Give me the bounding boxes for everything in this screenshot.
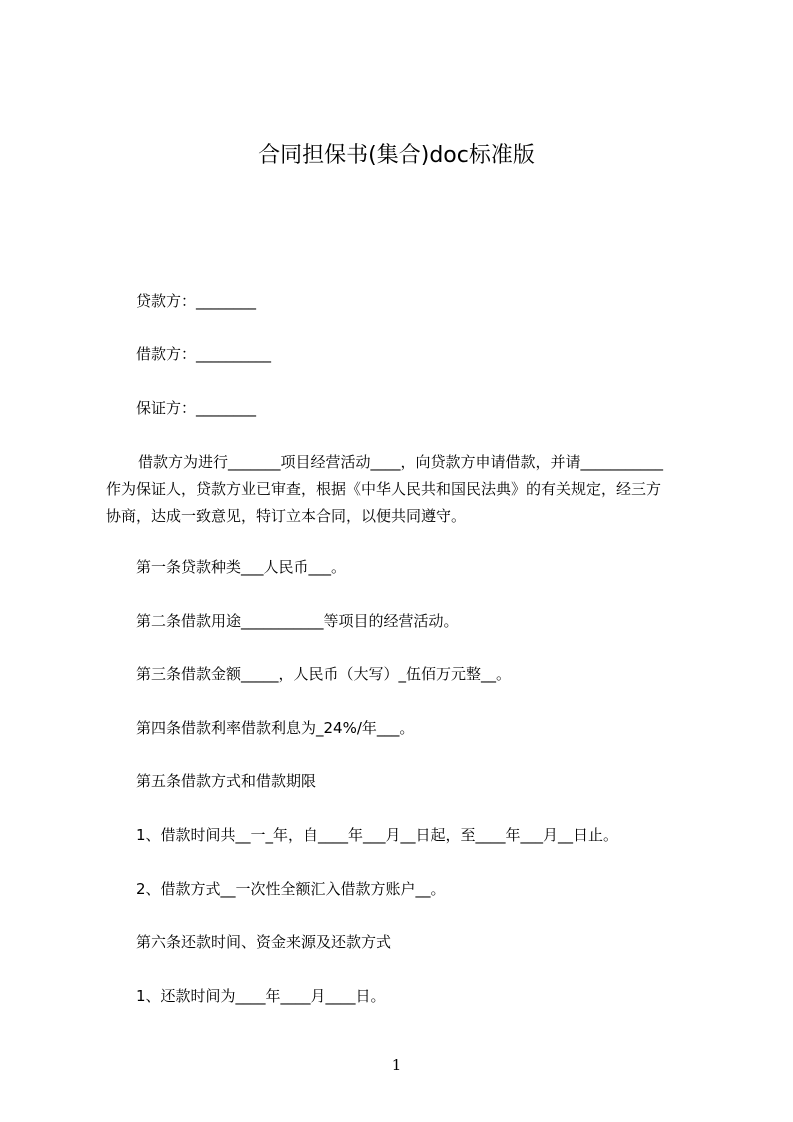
borrower-line: 借款方：__________	[136, 345, 272, 363]
article-3: 第三条借款金额_____，人民币（大写）_伍佰万元整__。	[136, 665, 512, 683]
intro-paragraph-line-2: 作为保证人，贷款方业已审查，根据《中华人民共和国民法典》的有关规定，经三方	[106, 480, 662, 498]
page-number: 1	[391, 1056, 402, 1074]
article-2: 第二条借款用途___________等项目的经营活动。	[136, 612, 459, 630]
lender-line: 贷款方：________	[136, 292, 257, 310]
intro-paragraph-line-3: 协商，达成一致意见，特订立本合同，以便共同遵守。	[106, 507, 467, 525]
intro-paragraph-line-1: 借款方为进行_______项目经营活动____，向贷款方申请借款，并请___________	[138, 453, 664, 471]
article-5: 第五条借款方式和借款期限	[136, 772, 317, 790]
article-5-item-2: 2、借款方式__一次性全额汇入借款方账户__。	[136, 880, 446, 898]
article-4: 第四条借款利率借款利息为_24%/年___。	[136, 719, 415, 737]
article-1: 第一条贷款种类___人民币___。	[136, 558, 347, 576]
guarantor-line: 保证方：________	[136, 399, 257, 417]
article-6-item-1: 1、还款时间为____年____月____日。	[136, 987, 386, 1005]
article-6: 第六条还款时间、资金来源及还款方式	[136, 933, 392, 951]
document-title: 合同担保书(集合)doc标准版	[258, 143, 535, 168]
article-5-item-1: 1、借款时间共__一_年，自____年___月__日起，至____年___月__日止。	[136, 826, 619, 844]
